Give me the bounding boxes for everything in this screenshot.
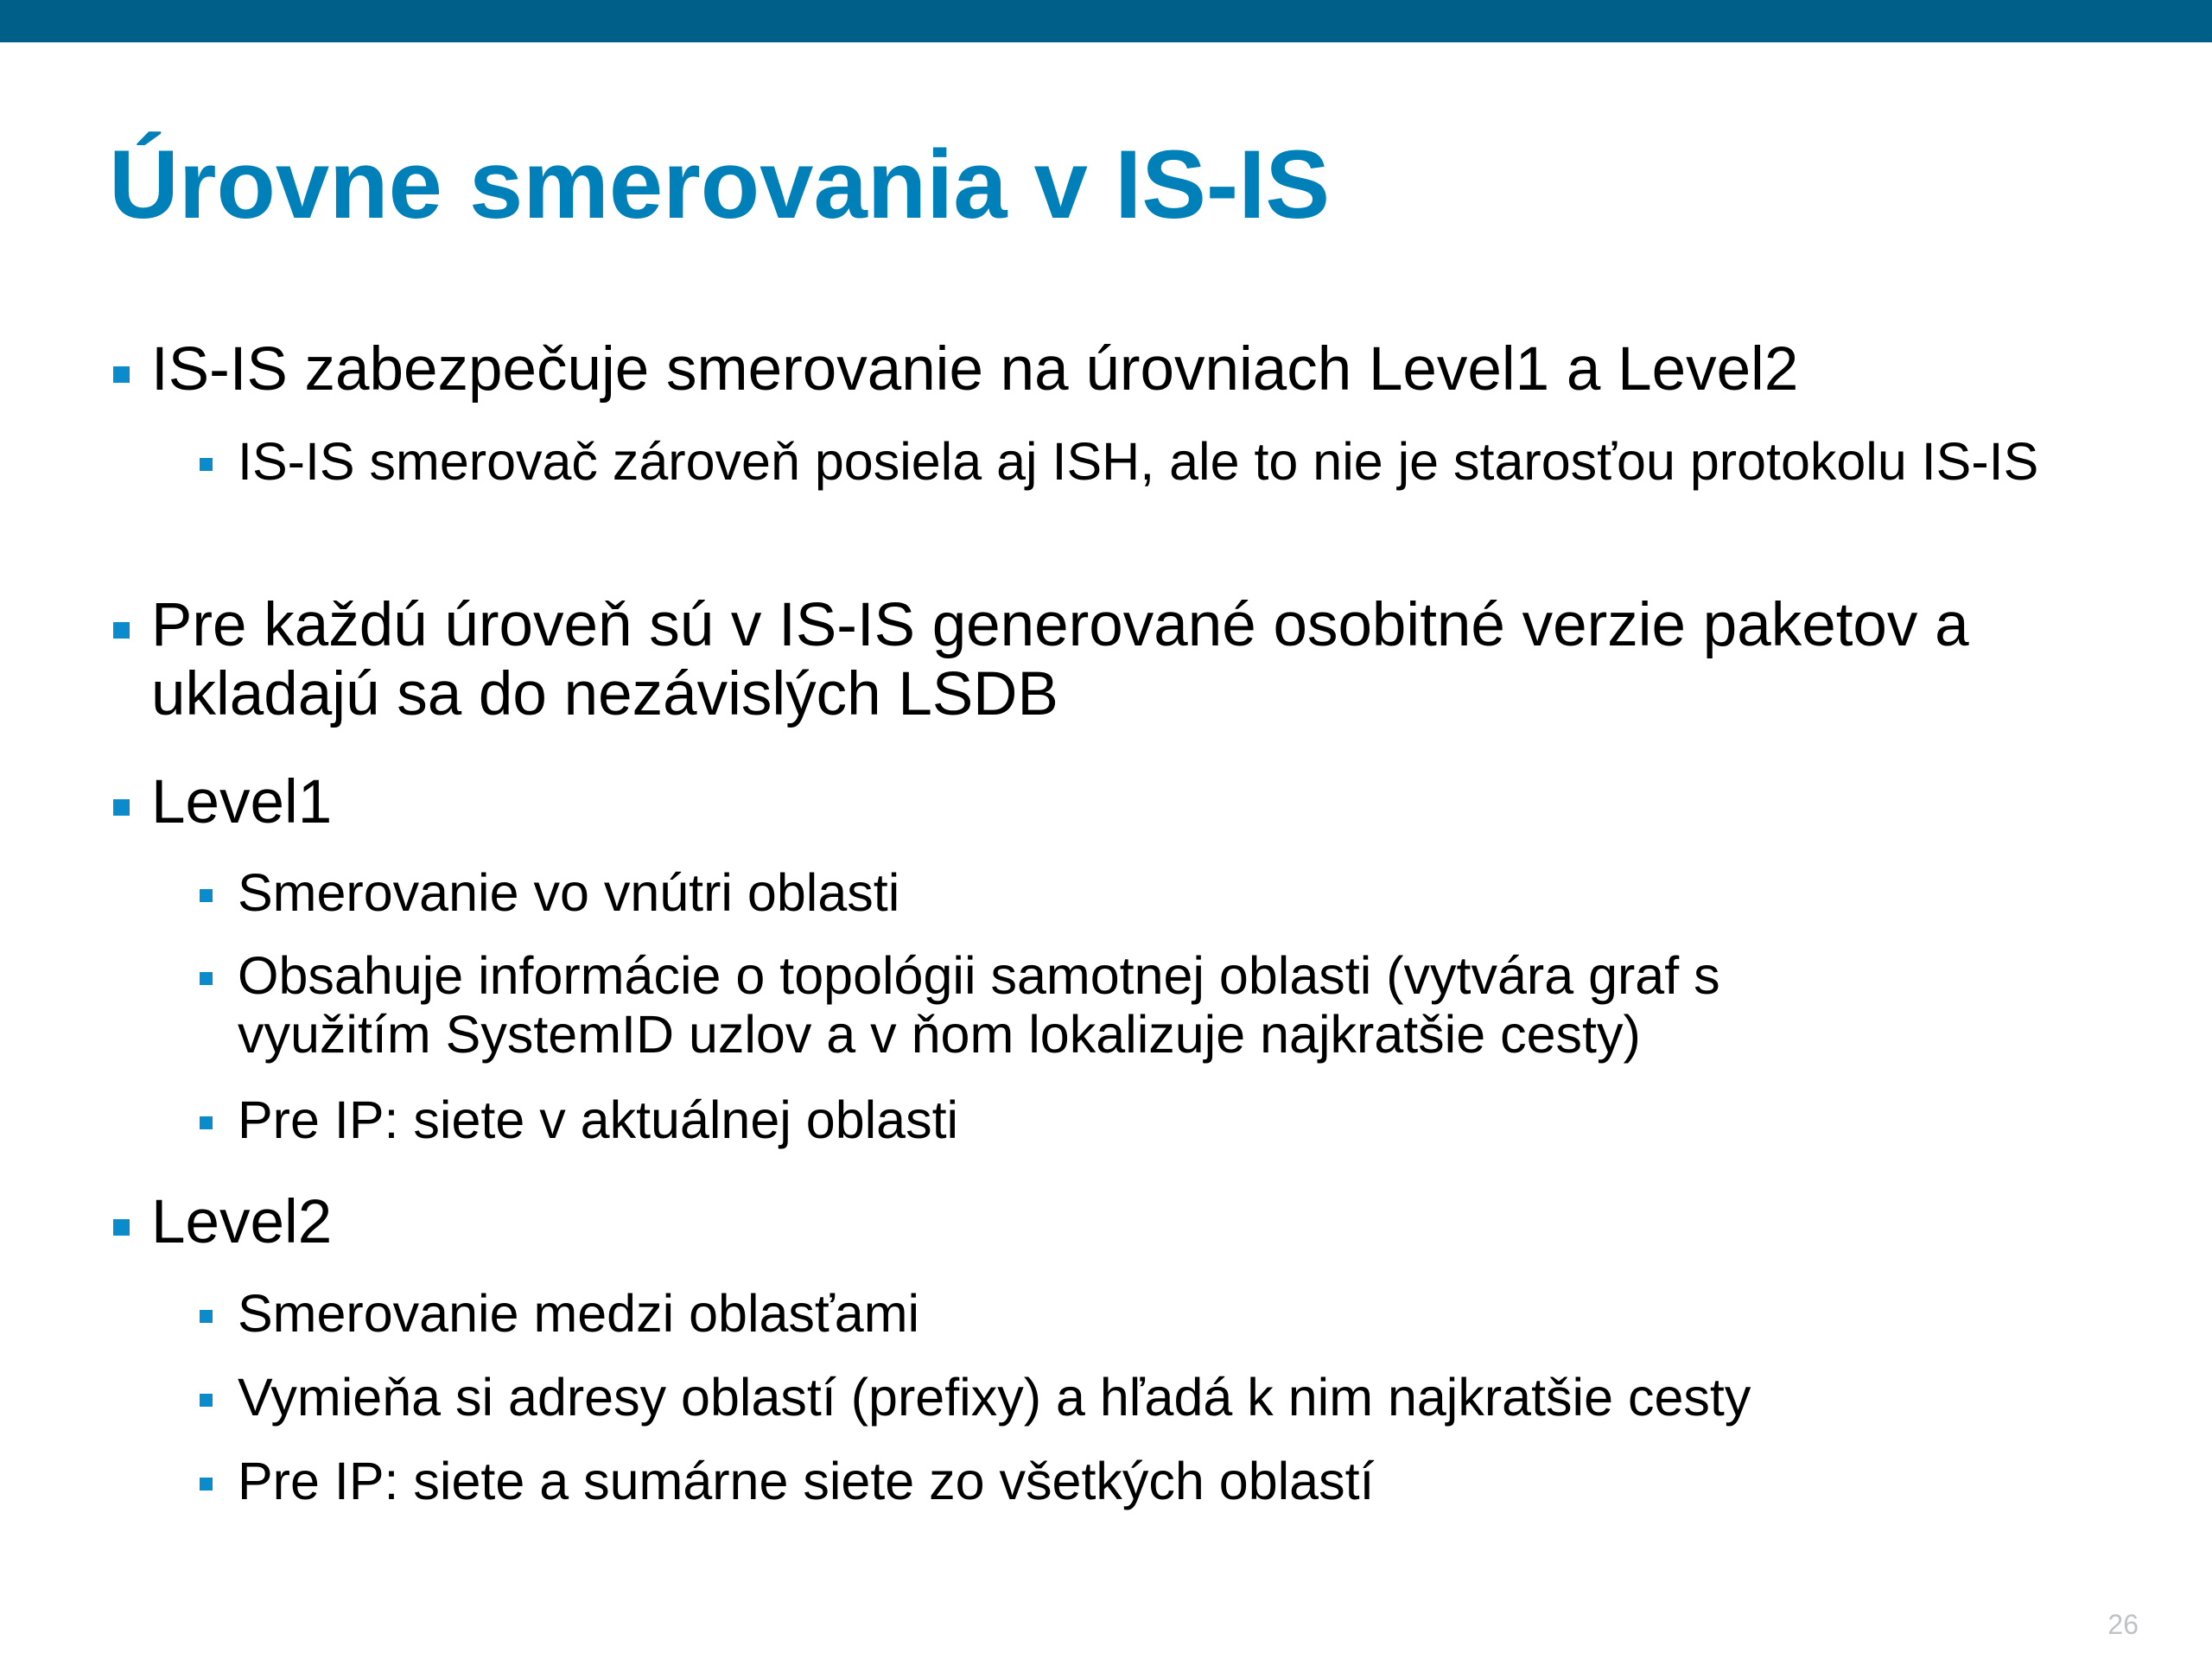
sub-bullet-item-ish	[238, 432, 2121, 491]
bullet-text: IS-IS zabezpečuje smerovanie na úrovniach Level1 a Level2	[151, 335, 1799, 404]
bullet-text: Pre IP: siete v aktuálnej oblasti	[238, 1090, 959, 1149]
sub-bullet-item-level2-prefixes	[238, 1368, 2139, 1427]
bullet-square-icon	[200, 972, 213, 985]
bullet-text: Pre každú úroveň sú v IS-IS generované osobitné verzie paketov a ukladajú sa do nezávislých LSDB	[151, 591, 1969, 728]
bullet-square-icon	[200, 1394, 213, 1407]
bullet-text: Smerovanie medzi oblasťami	[238, 1284, 920, 1343]
bullet-square-icon	[200, 1478, 213, 1491]
bullet-item-level1	[151, 768, 2130, 837]
sub-bullet-item-level2-inter	[238, 1284, 2139, 1343]
bullet-square-icon	[200, 889, 213, 902]
sub-bullet-item-level1-ip	[238, 1090, 2139, 1149]
page-number: 26	[2107, 1609, 2139, 1640]
bullet-square-icon	[113, 622, 130, 639]
bullet-item-lsdb	[151, 591, 2130, 729]
bullet-square-icon	[200, 458, 213, 471]
bullet-text: Pre IP: siete a sumárne siete zo všetkých oblastí	[238, 1452, 1375, 1510]
bullet-square-icon	[113, 366, 130, 383]
bullet-text: Smerovanie vo vnútri oblasti	[238, 863, 900, 922]
top-bar	[0, 0, 2212, 42]
sub-bullet-item-level2-ip	[238, 1452, 2139, 1510]
bullet-text: Level2	[151, 1188, 333, 1256]
sub-bullet-item-level1-topology	[238, 946, 1862, 1064]
sub-bullet-item-level1-intra	[238, 863, 2139, 922]
bullet-square-icon	[200, 1116, 213, 1129]
bullet-square-icon	[113, 1219, 130, 1236]
slide-title: Úrovne smerovania v IS-IS	[109, 130, 1331, 238]
bullet-text: Level1	[151, 768, 333, 836]
bullet-item-routing-levels	[151, 335, 2130, 404]
bullet-text: Vymieňa si adresy oblastí (prefixy) a hľadá k nim najkratšie cesty	[238, 1368, 1751, 1427]
bullet-text: IS-IS smerovač zároveň posiela aj ISH, ale to nie je starosťou protokolu IS-IS	[238, 432, 2039, 491]
bullet-square-icon	[113, 799, 130, 816]
bullet-item-level2	[151, 1188, 2130, 1257]
bullet-square-icon	[200, 1310, 213, 1323]
bullet-text: Obsahuje informácie o topológii samotnej oblasti (vytvára graf s využitím SystemID uzlov a v ňom lokalizuje najkratšie cesty)	[238, 946, 1720, 1064]
